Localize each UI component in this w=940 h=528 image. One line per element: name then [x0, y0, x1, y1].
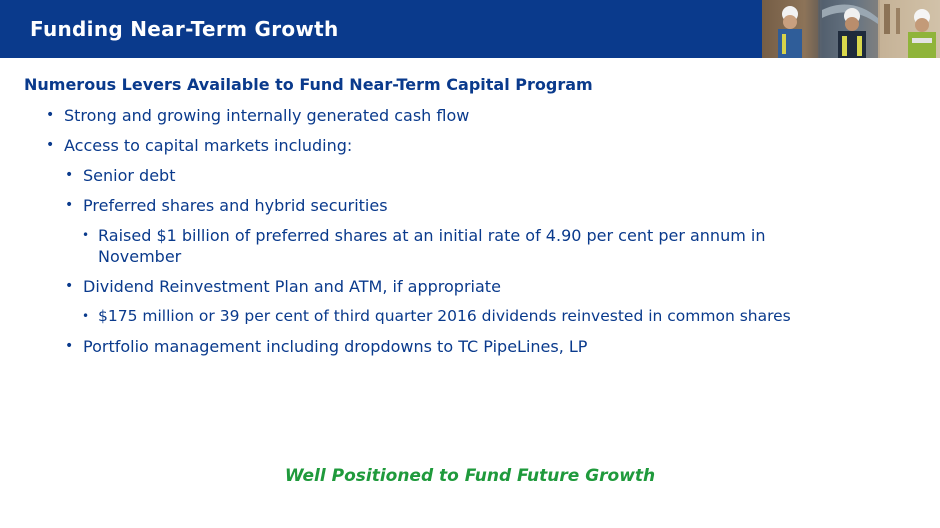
bullet-portfolio-management: [65, 336, 588, 357]
bullet-senior-debt: [65, 165, 176, 186]
bullet-text: Senior debt: [83, 166, 176, 185]
bullet-text: $175 million or 39 per cent of third quarter 2016 dividends reinvested in common shares: [98, 307, 791, 325]
bullet-dot: •: [46, 107, 55, 123]
bullet-drip-atm: [65, 276, 501, 297]
bullet-text: Access to capital markets including:: [64, 136, 353, 155]
bullet-dividends-reinvested: [82, 306, 791, 327]
bullet-text: Strong and growing internally generated cash flow: [64, 106, 470, 125]
bullet-dot: •: [65, 278, 74, 294]
bullet-dot: •: [82, 309, 90, 323]
closing-callout: Well Positioned to Fund Future Growth: [284, 466, 656, 486]
bullet-dot: •: [65, 338, 74, 354]
section-subheading: Numerous Levers Available to Fund Near-Term Capital Program: [24, 75, 593, 94]
bullet-dot: •: [46, 137, 55, 153]
bullet-raised-preferred: [82, 225, 766, 267]
bullet-text: Portfolio management including dropdowns to TC PipeLines, LP: [83, 337, 588, 356]
bullet-text: Preferred shares and hybrid securities: [83, 196, 388, 215]
bullet-text-line-2: November: [98, 247, 182, 266]
bullet-preferred-shares: [65, 195, 388, 216]
bullet-capital-markets: [46, 135, 353, 156]
bullet-cash-flow: [46, 105, 470, 126]
page-title: Funding Near-Term Growth: [30, 17, 339, 41]
bullet-dot: •: [65, 197, 74, 213]
bullet-dot: •: [65, 167, 74, 183]
bullet-text-line-1: Raised $1 billion of preferred shares at an initial rate of 4.90 per cent per annum in: [98, 226, 766, 245]
bullet-dot: •: [82, 228, 90, 242]
bullet-text: Dividend Reinvestment Plan and ATM, if appropriate: [83, 277, 501, 296]
